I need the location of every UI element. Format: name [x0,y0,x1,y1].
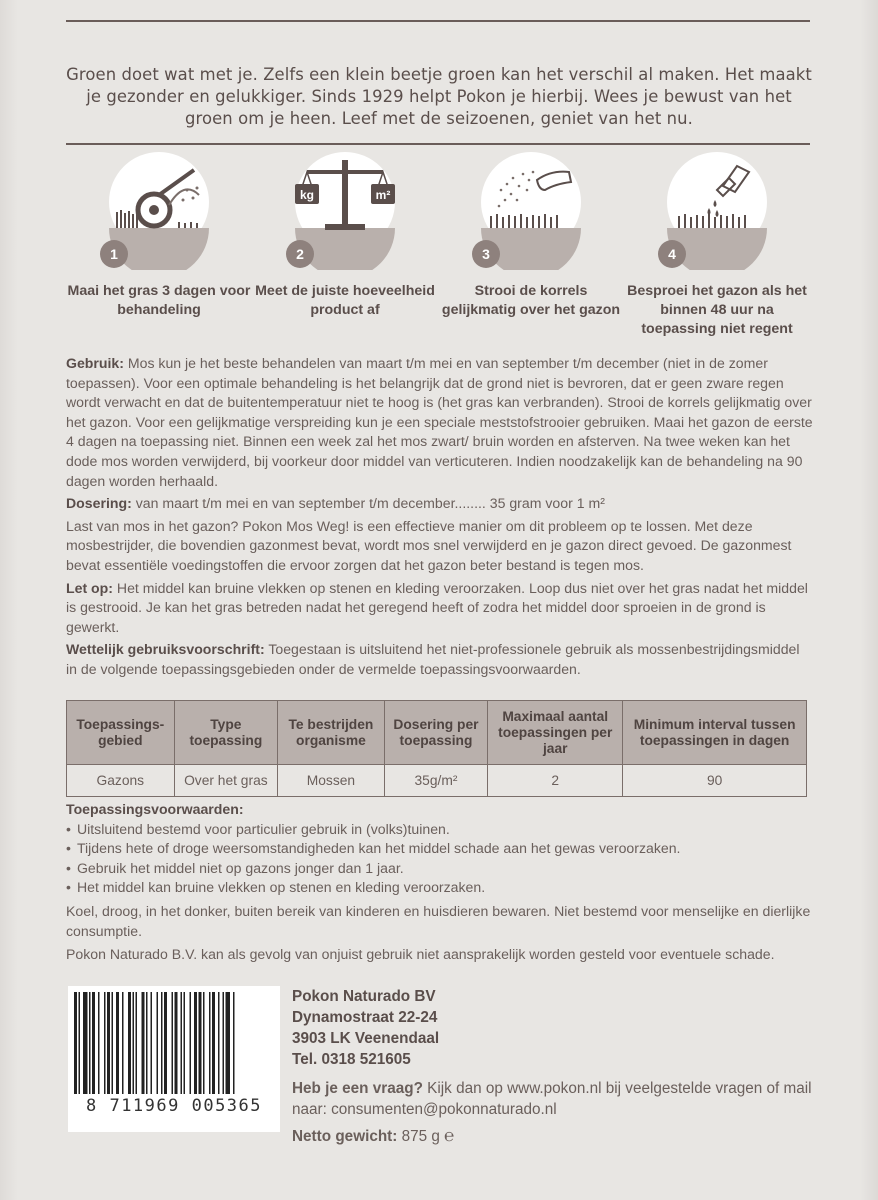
legal-paragraph [66,640,814,679]
question-label: Heb je een vraag? [292,1080,423,1097]
caution-text: Het middel kan bruine vlekken op stenen en kleding veroorzaken. Loop dus niet over het gras nadat het middel is gestrooid. Je kan het gras betreden nadat het geregend heeft of zodra het middel door sproeien in de grond is gewerkt. [66,579,808,635]
step-3-label: Strooi de korrels gelijkmatig over het gazon [441,283,621,318]
caution-label: Let op: [66,579,113,596]
usage-paragraph [66,354,814,491]
table-cell: Mossen [278,765,385,797]
phone: Tel. 0318 521605 [292,1051,411,1068]
step-4 [624,150,810,339]
address-block [292,986,812,1147]
step-1-label: Maai het gras 3 dagen voor behandeling [67,283,251,318]
street: Dynamostraat 22-24 [292,1009,438,1026]
conditions-list [66,820,814,898]
svg-text:1: 1 [110,246,118,262]
application-table [66,700,807,797]
usage-section [66,354,814,683]
spreading-hand-icon [471,150,591,270]
list-item: • Het middel kan bruine vlekken op stenen en kleding veroorzaken. [66,878,814,898]
list-item: • Gebruik het middel niet op gazons jonger dan 1 jaar. [66,859,814,879]
table-row [67,765,807,797]
estimated-mark-icon: ℮ [444,1126,455,1146]
storage-text: Koel, droog, in het donker, buiten bereik van kinderen en huisdieren bewaren. Niet bestemd voor menselijke en dierlijke consumptie. [66,902,811,939]
svg-text:4: 4 [668,246,676,262]
table-header: Toepassings-gebied [67,701,175,765]
table-cell: 35g/m² [384,765,488,797]
svg-text:m²: m² [375,188,391,202]
barcode [68,986,280,1132]
question-text [292,1078,812,1120]
table-cell: 2 [488,765,623,797]
table-cell: Gazons [67,765,175,797]
step-4-label: Besproei het gazon als het binnen 48 uur na toepassing niet regent [627,283,807,337]
conditions-title: Toepassingsvoorwaarden: [66,801,244,817]
usage-label: Gebruik: [66,355,124,371]
watering-icon [657,150,777,270]
conditions-section [66,800,814,965]
svg-text:2: 2 [296,246,304,262]
city: 3903 LK Veenendaal [292,1030,440,1047]
list-item: • Tijdens hete of droge weersomstandigheden kan het middel schade aan het gewas veroorzaken. [66,839,814,859]
step-2-label: Meet de juiste hoeveelheid product af [255,283,435,318]
product-intro-paragraph: Last van mos in het gazon? Pokon Mos Weg! is een effectieve manier om dit probleem op te lossen. Met deze mosbestrijder, die bovendien gazonmest bevat, wordt mos snel verwijderd en je gazon direct gevoed. De gazonmest bevat essentiële voedingstoffen die ervoor zorgen dat het gazon beter bestand is tegen mos. [66,517,792,573]
dosage-label: Dosering: [66,495,132,512]
table-cell: 90 [623,765,807,797]
liability-text: Pokon Naturado B.V. kan als gevolg van onjuist gebruik niet aansprakelijk worden gesteld voor eventuele schade. [66,946,775,963]
list-item: • Uitsluitend bestemd voor particulier gebruik in (volks)tuinen. [66,820,814,840]
dosage-paragraph [66,494,814,514]
table-header: Minimum interval tussen toepassingen in dagen [623,701,807,765]
caution-paragraph [66,579,814,638]
barcode-bars [72,992,276,1094]
table-header: Maximaal aantal toepassingen per jaar [488,701,623,765]
question-body: Kijk dan op www.pokon.nl bij veelgestelde vragen of mail naar: consumenten@pokonnaturado.nl [292,1080,812,1118]
net-weight [292,1126,812,1147]
intro-divider [66,143,810,145]
step-1 [66,150,252,320]
table-header: Dosering per toepassing [384,701,488,765]
scale-icon [285,150,405,270]
legal-label: Wettelijk gebruiksvoorschrift: [66,641,265,658]
usage-text: Mos kun je het beste behandelen van maart t/m mei en van september t/m december (niet in de zomer toepassen). Voor een optimale behandeling is het belangrijk dat de grond niet is bevroren, dat er geen zware regen wordt verwacht en dat de buitentemperatuur niet te hoog is (het gras kan verbranden). Strooi de korrels gelijkmatig over het gazon. Voor een gelijkmatige verspreiding kun je een speciale meststofstrooier gebruiken. Maai het gazon de eerste 4 dagen na toepassing niet. Binnen een week zal het mos zwart/ bruin worden en afsterven. Na twee weken kan het dode mos worden verwijderd, bij voorkeur door middel van verticuteren. Indien noodzakelijk kan de behandeling na 90 dagen worden herhaald. [66,355,813,489]
svg-text:3: 3 [482,246,490,262]
step-2 [252,150,438,320]
svg-text:kg: kg [299,188,315,202]
barcode-number: 8 711969 005365 [85,1096,263,1116]
steps-row [66,150,810,350]
lawnmower-icon [99,150,219,270]
net-weight-label: Netto gewicht: [292,1128,398,1145]
company-name: Pokon Naturado BV [292,988,436,1005]
table-header-row [67,701,807,765]
top-divider [66,20,810,22]
dosage-text: van maart t/m mei en van september t/m december........ 35 gram voor 1 m² [131,495,605,512]
net-weight-value: 875 g [397,1128,445,1145]
table-header: Type toepassing [174,701,278,765]
intro-text: Groen doet wat met je. Zelfs een klein beetje groen kan het verschil al maken. Het maakt je gezonder en gelukkiger. Sinds 1929 helpt Pokon je hierbij. Wees je bewust van het groen om je heen. Leef met de seizoenen, geniet van het nu. [66,65,812,128]
legal-text: Toegestaan is uitsluitend het niet-professionele gebruik als mossenbestrijdingsmiddel in de volgende toepassingsgebieden onder de vermelde toepassingsvoorwaarden. [66,641,800,677]
step-3 [438,150,624,320]
table-cell: Over het gras [174,765,278,797]
table-header: Te bestrijden organisme [278,701,385,765]
